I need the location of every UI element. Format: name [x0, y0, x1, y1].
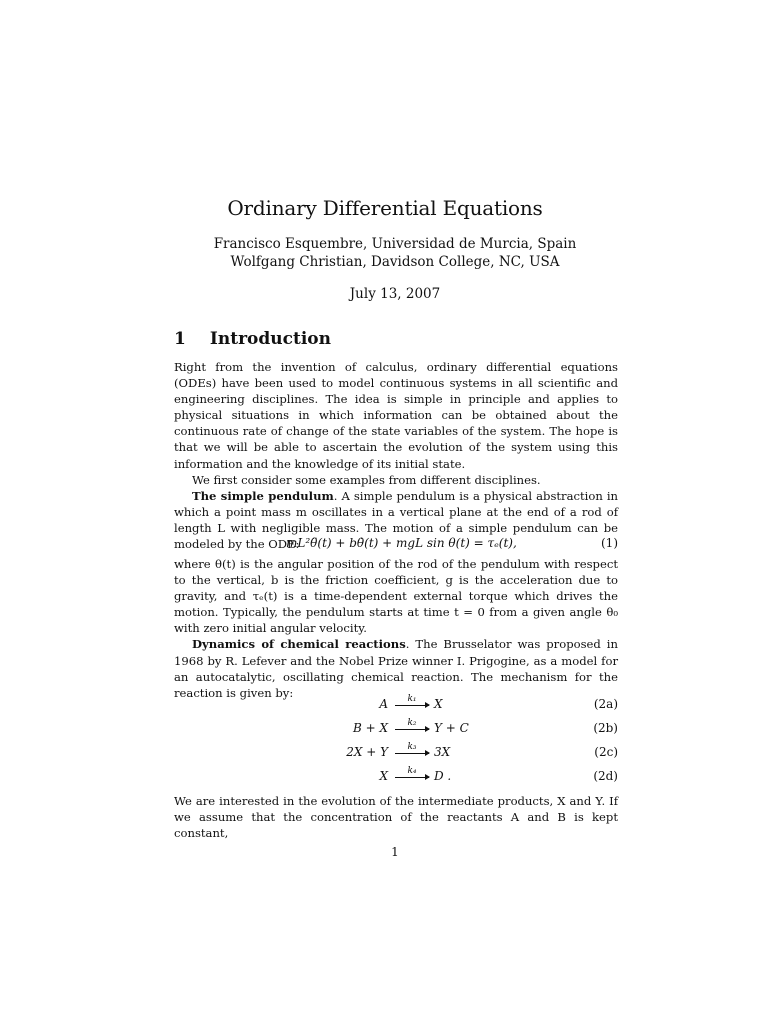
reaction-rate: k₂	[407, 718, 417, 728]
reaction-arrow-icon	[395, 766, 429, 778]
reaction-tag: (2a)	[593, 697, 618, 711]
section-title: Introduction	[209, 329, 331, 349]
section-number: 1	[174, 329, 186, 349]
reaction-rate: k₃	[407, 742, 417, 752]
intro-body	[174, 359, 618, 552]
reaction-arrow-icon	[395, 718, 429, 730]
reaction-left: A	[379, 697, 388, 711]
reaction-right: X	[434, 697, 443, 711]
equation-1-expression: mL²θ̈(t) + bθ̇(t) + mgL sin θ(t) = τₑ(t),	[286, 536, 517, 550]
reaction-right: Y + C	[434, 721, 469, 735]
reaction-arrow-icon	[395, 694, 429, 706]
paragraph-chemical	[174, 636, 618, 700]
chemical-heading: Dynamics of chemical reactions	[192, 637, 406, 652]
reaction-rate: k₁	[407, 694, 417, 704]
reaction-2d	[174, 766, 618, 787]
reaction-right: 3X	[434, 745, 451, 759]
reaction-tag: (2b)	[593, 721, 618, 735]
equation-1-tag: (1)	[601, 536, 618, 550]
reaction-right: D .	[434, 769, 452, 783]
chemical-text: . The Brusselator was proposed in 1968 by R. Lefever and the Nobel Prize winner I. Prigogine, as a model for an autocatalytic, oscillating chemical reaction. The mechanism for the reaction is given by:	[174, 637, 618, 700]
paragraph-examples: We first consider some examples from different disciplines.	[192, 472, 541, 487]
reaction-left: 2X + Y	[346, 745, 388, 759]
equation-1	[174, 536, 618, 554]
page-number: 1	[391, 845, 399, 859]
section-heading	[174, 329, 331, 349]
author-line-2: Wolfgang Christian, Davidson College, NC, USA	[230, 254, 560, 270]
reaction-2c	[174, 742, 618, 763]
paper-date: July 13, 2007	[349, 286, 441, 302]
pendulum-heading: The simple pendulum	[192, 488, 334, 503]
reaction-left: X	[379, 769, 388, 783]
paper-title: Ordinary Differential Equations	[227, 196, 543, 220]
pendulum-text: . A simple pendulum is a physical abstraction in which a point mass m oscillates in a vertical plane at the end of a rod of length L with negligible mass. The motion of a simple pendulum can be modeled by the ODE:	[174, 488, 618, 552]
paragraph-pendulum-vars: where θ(t) is the angular position of the rod of the pendulum with respect to the vertical, b is the friction coefficient, g is the acceleration due to gravity, and τₑ(t) is a time-dependent external torque which drives the motion. Typically, the pendulum starts at time t = 0 from a given angle θ₀ with zero initial angular velocity.	[174, 557, 618, 636]
reaction-rate: k₄	[407, 766, 417, 776]
reaction-left: B + X	[352, 721, 388, 735]
reaction-arrow-icon	[395, 742, 429, 754]
reaction-2b	[174, 718, 618, 739]
author-line-1: Francisco Esquembre, Universidad de Murcia, Spain	[213, 236, 577, 252]
paragraph-intermediate: We are interested in the evolution of the intermediate products, X and Y. If we assume that the concentration of the reactants A and B is kept constant,	[174, 794, 618, 841]
reaction-2a	[174, 694, 618, 715]
reaction-tag: (2c)	[594, 745, 618, 759]
body-after-eq1	[174, 556, 618, 701]
paragraph-intro: Right from the invention of calculus, ordinary differential equations (ODEs) have been used to model continuous systems in all scientific and engineering disciplines. The idea is simple in principle and applies to physical situations in which information can be obtained about the continuous rate of change of the state variables of the system. The hope is that we will be able to ascertain the evolution of the system using this information and the knowledge of its initial state.	[174, 360, 618, 471]
body-final	[174, 793, 618, 841]
reaction-tag: (2d)	[593, 769, 618, 783]
